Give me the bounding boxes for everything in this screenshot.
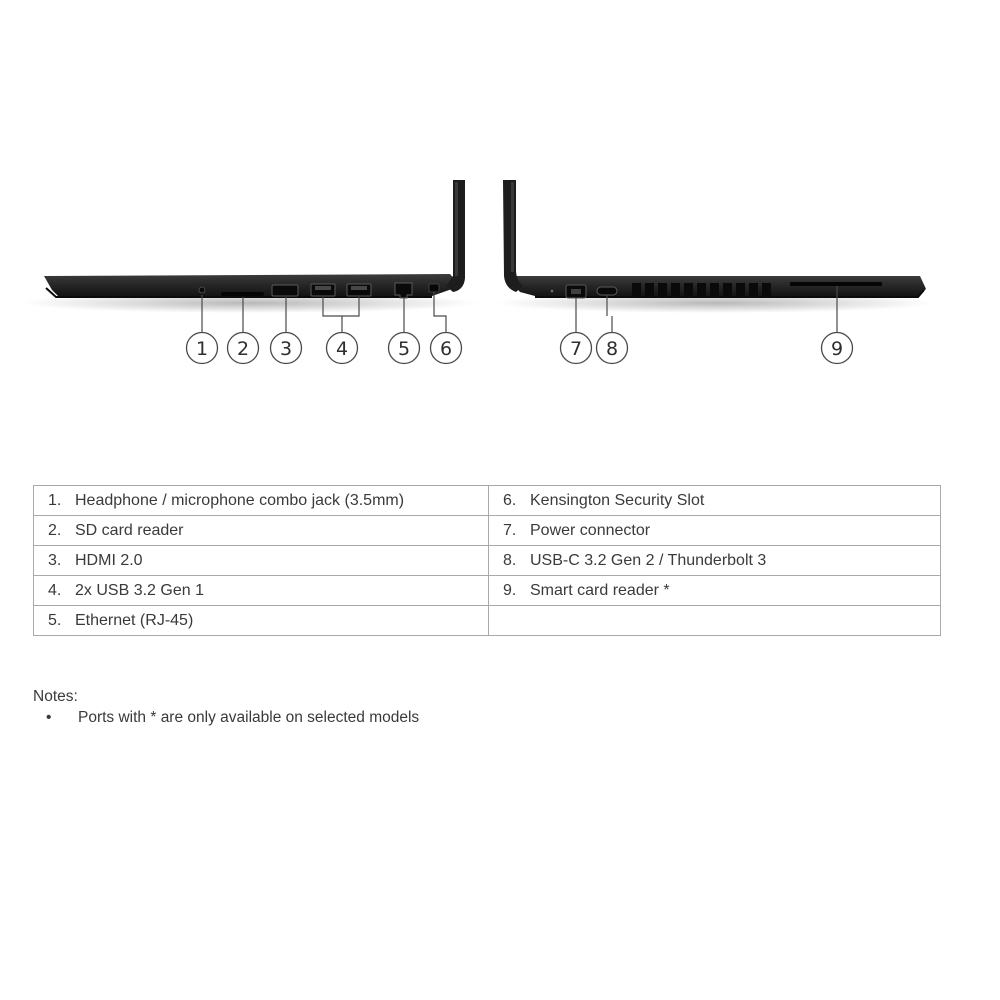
- callout-3: [271, 333, 302, 364]
- callout-5: [389, 333, 420, 364]
- notes-title: Notes:: [33, 688, 78, 705]
- port-item-label: Kensington Security Slot: [530, 491, 705, 509]
- port-item-number: 1.: [48, 491, 62, 509]
- port-item-number: 7.: [503, 521, 517, 539]
- callout-4-label: 4: [335, 338, 349, 360]
- table-row: [34, 606, 941, 636]
- headphone-jack-port: [199, 287, 205, 293]
- callout-1-label: 1: [195, 338, 209, 360]
- laptop-left-side-view: [20, 180, 480, 313]
- port-item-number: 8.: [503, 551, 517, 569]
- callout-4: [327, 333, 358, 364]
- callout-5-label: 5: [397, 338, 411, 360]
- callout-8-label: 8: [605, 338, 619, 360]
- bullet-icon: •: [46, 709, 52, 726]
- laptop-right-side-view: [495, 180, 935, 313]
- notes-section: [33, 688, 419, 727]
- callout-9-label: 9: [830, 338, 844, 360]
- port-item-8: [489, 546, 941, 576]
- note-text: Ports with * are only available on selected models: [78, 709, 420, 726]
- port-item-number: 5.: [48, 611, 62, 629]
- smart-card-slot: [790, 282, 882, 286]
- callout-9: [822, 333, 853, 364]
- cooling-vent: [632, 283, 771, 296]
- callout-6-label: 6: [439, 338, 453, 360]
- port-item-number: 6.: [503, 491, 517, 509]
- port-item-4: [34, 576, 489, 606]
- port-item-label: 2x USB 3.2 Gen 1: [75, 581, 204, 599]
- hdmi-port: [272, 285, 298, 296]
- callout-1: [187, 333, 218, 364]
- port-item-number: 2.: [48, 521, 62, 539]
- callout-7: [561, 333, 592, 364]
- port-item-label: SD card reader: [75, 521, 184, 539]
- port-item-label: Ethernet (RJ-45): [75, 611, 194, 629]
- laptop-side-views-figure: [0, 0, 1000, 420]
- ports-legend-table: [33, 485, 941, 636]
- port-item-number: 4.: [48, 581, 62, 599]
- port-item-1: [34, 486, 489, 516]
- table-row: [34, 486, 941, 516]
- port-item-7: [489, 516, 941, 546]
- usb-c-port: [597, 287, 617, 295]
- callout-8: [597, 333, 628, 364]
- port-item-5: [34, 606, 489, 636]
- callout-6: [431, 333, 462, 364]
- port-item-3: [34, 546, 489, 576]
- port-item-label: USB-C 3.2 Gen 2 / Thunderbolt 3: [530, 551, 767, 569]
- callout-markers: [187, 333, 853, 364]
- callout-2-label: 2: [236, 338, 250, 360]
- port-item-label: Power connector: [530, 521, 651, 539]
- port-item-6: [489, 486, 941, 516]
- table-row: [34, 576, 941, 606]
- empty-cell: [489, 606, 941, 636]
- port-item-label: Smart card reader *: [530, 581, 670, 599]
- port-item-2: [34, 516, 489, 546]
- kensington-slot: [429, 284, 439, 292]
- callout-3-label: 3: [279, 338, 293, 360]
- callout-7-label: 7: [569, 338, 583, 360]
- table-row: [34, 516, 941, 546]
- table-row: [34, 546, 941, 576]
- port-item-label: HDMI 2.0: [75, 551, 143, 569]
- port-item-number: 3.: [48, 551, 62, 569]
- port-item-label: Headphone / microphone combo jack (3.5mm): [75, 491, 405, 509]
- callout-2: [228, 333, 259, 364]
- port-item-9: [489, 576, 941, 606]
- sd-card-slot: [221, 292, 264, 296]
- note-item: [33, 709, 419, 727]
- port-item-number: 9.: [503, 581, 517, 599]
